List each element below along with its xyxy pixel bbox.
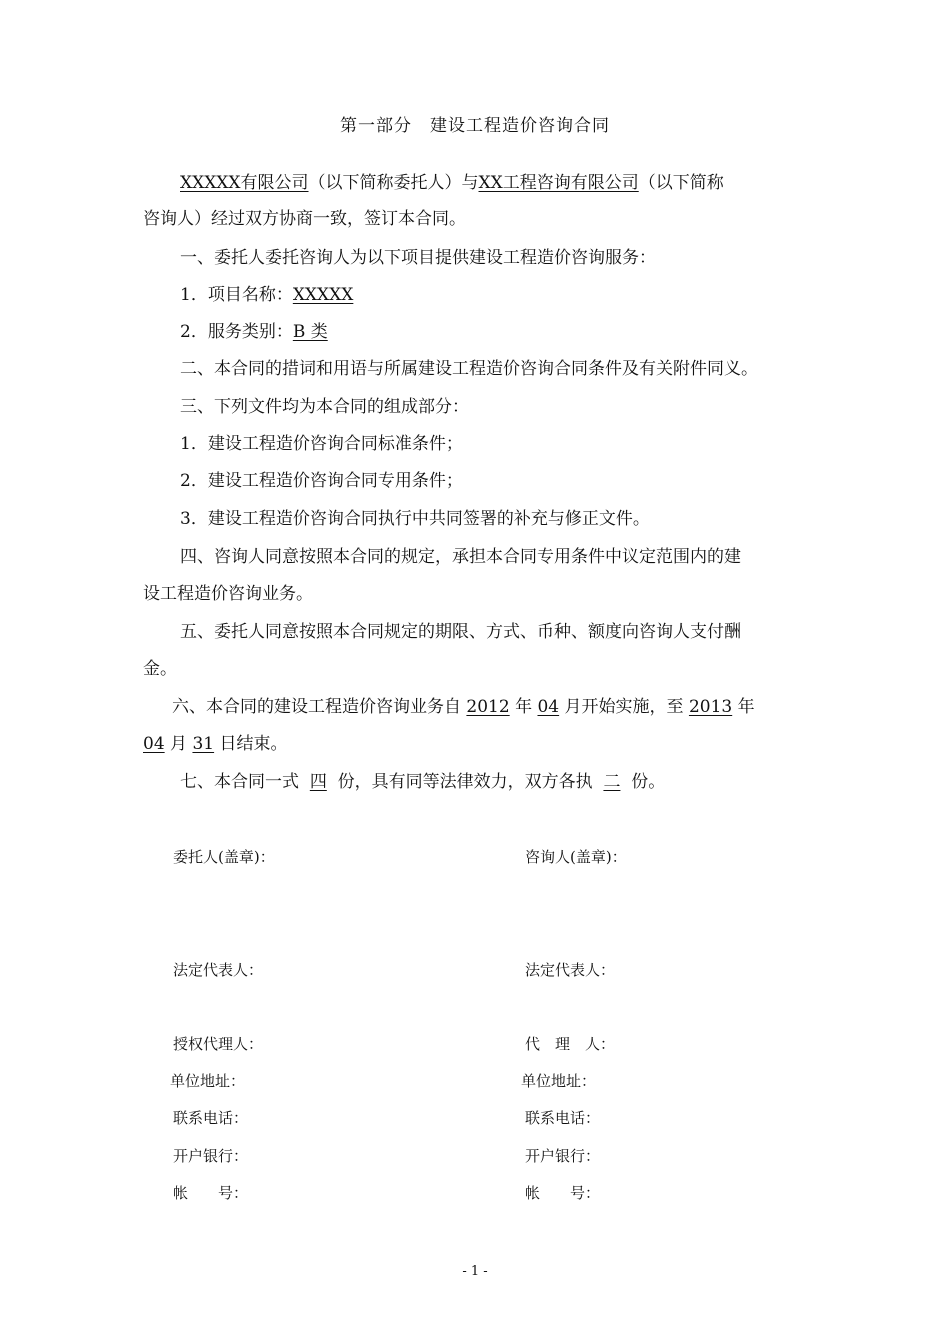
start-year: 2012 [466, 697, 510, 717]
clause-6-prefix: 六、本合同的建设工程造价咨询业务自 [172, 697, 461, 717]
end-day: 31 [192, 734, 215, 754]
item-service-label: 2．服务类别： [180, 322, 293, 342]
right-phone-label: 联系电话： [525, 1109, 601, 1127]
clause-6-line-2 [143, 732, 950, 756]
clause-7-suffix: 份。 [631, 772, 666, 792]
end-year: 2013 [688, 697, 733, 717]
right-account-label: 帐 号： [525, 1184, 601, 1202]
item-project-value: XXXXX [292, 285, 354, 305]
clause-2: 二、本合同的措词和用语与所属建设工程造价咨询合同条件及有关附件同义。 [180, 359, 758, 379]
year-label-2: 年 [737, 697, 755, 717]
right-agent-label: 代 理 人： [525, 1035, 616, 1053]
item-service-value: B 类 [292, 322, 328, 342]
clause-7-prefix: 七、本合同一式 [180, 772, 299, 792]
clause-5-line-2: 金。 [143, 659, 177, 679]
month-label: 月 [170, 734, 188, 754]
consultant-name: XX工程咨询有限公司 [478, 173, 639, 193]
left-address-label: 单位地址： [170, 1072, 246, 1090]
page-number: - 1 - [462, 1264, 488, 1279]
left-account-label: 帐 号： [173, 1184, 249, 1202]
right-seal-label: 咨询人(盖章)： [525, 848, 627, 866]
client-alias: （以下简称委托人）与 [308, 173, 479, 193]
each-count: 二 [603, 772, 621, 792]
end-month: 04 [143, 734, 165, 754]
left-legal-rep-label: 法定代表人： [173, 961, 264, 979]
doc-item: 1．建设工程造价咨询合同标准条件； [180, 434, 463, 454]
clause-3: 三、下列文件均为本合同的组成部分： [180, 397, 469, 417]
clause-1: 一、委托人委托咨询人为以下项目提供建设工程造价咨询服务： [180, 248, 656, 268]
consultant-alias: （以下简称 [638, 173, 724, 193]
intro-line-1 [180, 171, 900, 195]
clause-6-line-1 [172, 695, 950, 719]
clause-7-middle: 份，具有同等法律效力，双方各执 [337, 772, 593, 792]
left-bank-label: 开户银行： [173, 1147, 249, 1165]
clause-4-line-1: 四、咨询人同意按照本合同的规定，承担本合同专用条件中议定范围内的建 [180, 547, 741, 567]
intro-line-2: 咨询人）经过双方协商一致，签订本合同。 [143, 209, 466, 229]
right-address-label: 单位地址： [521, 1072, 597, 1090]
document-title: 第一部分 建设工程造价咨询合同 [340, 116, 610, 136]
item-project-label: 1．项目名称： [180, 285, 293, 305]
left-seal-label: 委托人(盖章)： [173, 848, 275, 866]
doc-item: 3．建设工程造价咨询合同执行中共同签署的补充与修正文件。 [180, 509, 650, 529]
item-project [180, 283, 950, 307]
right-bank-label: 开户银行： [525, 1147, 601, 1165]
clause-5-line-1: 五、委托人同意按照本合同规定的期限、方式、币种、额度向咨询人支付酬 [180, 622, 741, 642]
start-month: 04 [537, 697, 560, 717]
copies-count: 四 [309, 772, 327, 792]
month-start-label: 月开始实施，至 [564, 697, 684, 717]
left-phone-label: 联系电话： [173, 1109, 249, 1127]
client-name: XXXXX有限公司 [180, 173, 309, 193]
doc-item: 2．建设工程造价咨询合同专用条件； [180, 471, 463, 491]
item-service [180, 320, 950, 344]
day-label: 日结束。 [219, 734, 288, 754]
left-agent-label: 授权代理人： [173, 1035, 264, 1053]
clause-4-line-2: 设工程造价咨询业务。 [143, 584, 313, 604]
clause-7 [180, 770, 950, 794]
year-label: 年 [515, 697, 533, 717]
right-legal-rep-label: 法定代表人： [525, 961, 616, 979]
